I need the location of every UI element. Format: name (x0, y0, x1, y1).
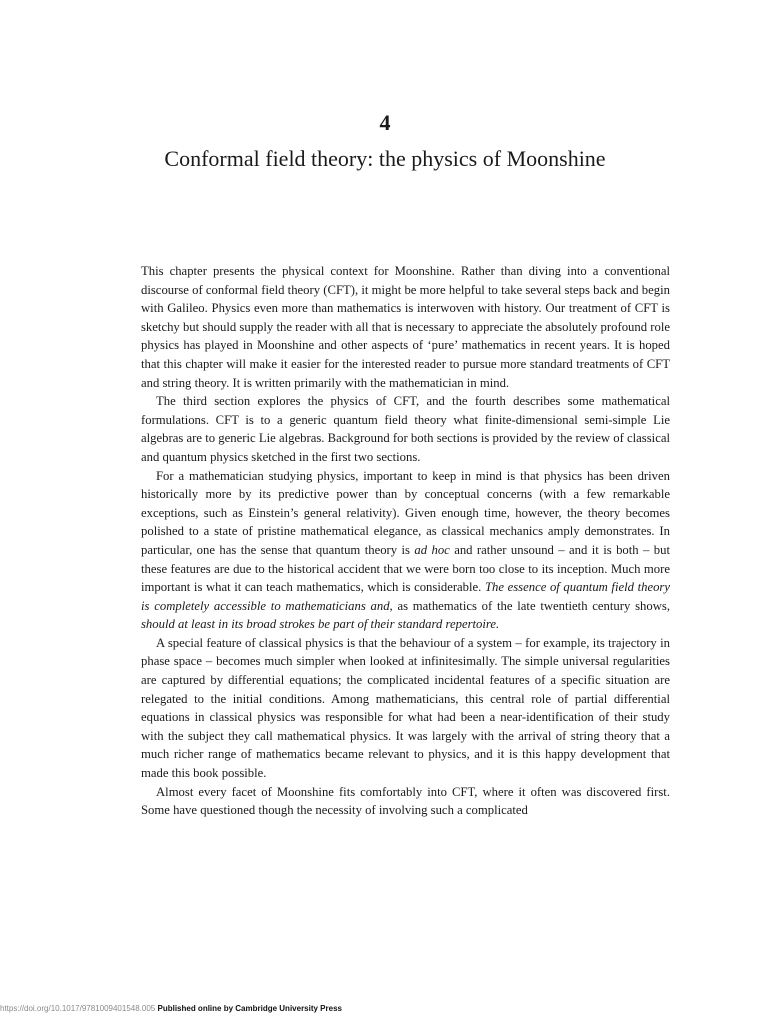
chapter-title: Conformal field theory: the physics of Moonshine (164, 146, 606, 171)
paragraph-3 (141, 467, 670, 634)
paragraph-3-emphasis-repertoire: should at least in its broad strokes be part of their standard repertoire. (141, 617, 500, 632)
paragraph-4: A special feature of classical physics is that the behaviour of a system – for example, its trajectory in phase space – becomes much simpler when looked at infinitesimally. The simple universal regularities are captured by differential equations; the complicated incidental features of a specific situation are relegated to the initial conditions. Among mathematicians, this central role of partial differential equations in classical physics was responsible for what had been a near-identification of their study with the subject they call mathematical physics. It was largely with the arrival of string theory that a much richer range of mathematics became relevant to physics, and it is this happy development that made this book possible. (141, 635, 670, 781)
paragraph-1: This chapter presents the physical context for Moonshine. Rather than diving into a conventional discourse of conformal field theory (CFT), it might be more helpful to take several steps back and begin with Galileo. Physics even more than mathematics is interwoven with history. Our treatment of CFT is sketchy but should supply the reader with all that is necessary to appreciate the absolutely profound role physics has played in Moonshine and other aspects of ‘pure’ mathematics in recent years. It is hoped that this chapter will make it easier for the interested reader to pursue more standard treatments of CFT and string theory. It is written primarily with the mathematician in mind. (141, 264, 670, 390)
paragraph-3-text-c: and rather unsound – and it is both – but these features are due to the historical accident that we were born too close to its inception. Much more important is what it can teach mathematics, which is considerable. (141, 542, 670, 595)
chapter-number: 4 (379, 110, 391, 135)
paragraph-3-text-e: as mathematics of the late twentieth century shows, (392, 598, 670, 613)
publisher-note: Published online by Cambridge University Press (157, 1004, 342, 1013)
page-footer (0, 1004, 342, 1013)
paragraph-3-text-a: For a mathematician studying physics, important to keep in mind is that physics has been driven historically more by its predictive power than by conceptual concerns (with a few remarkable exceptions, such as Einstein’s general relativity). Given enough time, however, the theory becomes polished to a state of pristine mathematical elegance, as classical mechanics amply demonstrates. In particular, one has the sense that quantum theory is (141, 468, 670, 557)
paragraph-3-emphasis-essence: The essence of quantum field theory is completely accessible to mathematicians and, (141, 580, 671, 613)
paragraph-5: Almost every facet of Moonshine fits comfortably into CFT, where it often was discovered first. Some have questioned though the necessity of involving such a complicated (141, 784, 670, 818)
paragraph-3-emphasis-ad-hoc: ad hoc (414, 542, 450, 557)
chapter-body (141, 262, 670, 820)
paragraph-2: The third section explores the physics of CFT, and the fourth describes some mathematical formulations. CFT is to a generic quantum field theory what finite-dimensional semi-simple Lie algebras are to generic Lie algebras. Background for both sections is provided by the review of classical and quantum physics sketched in the first two sections. (141, 394, 670, 464)
doi-link[interactable]: https://doi.org/10.1017/9781009401548.005 (0, 1004, 156, 1013)
